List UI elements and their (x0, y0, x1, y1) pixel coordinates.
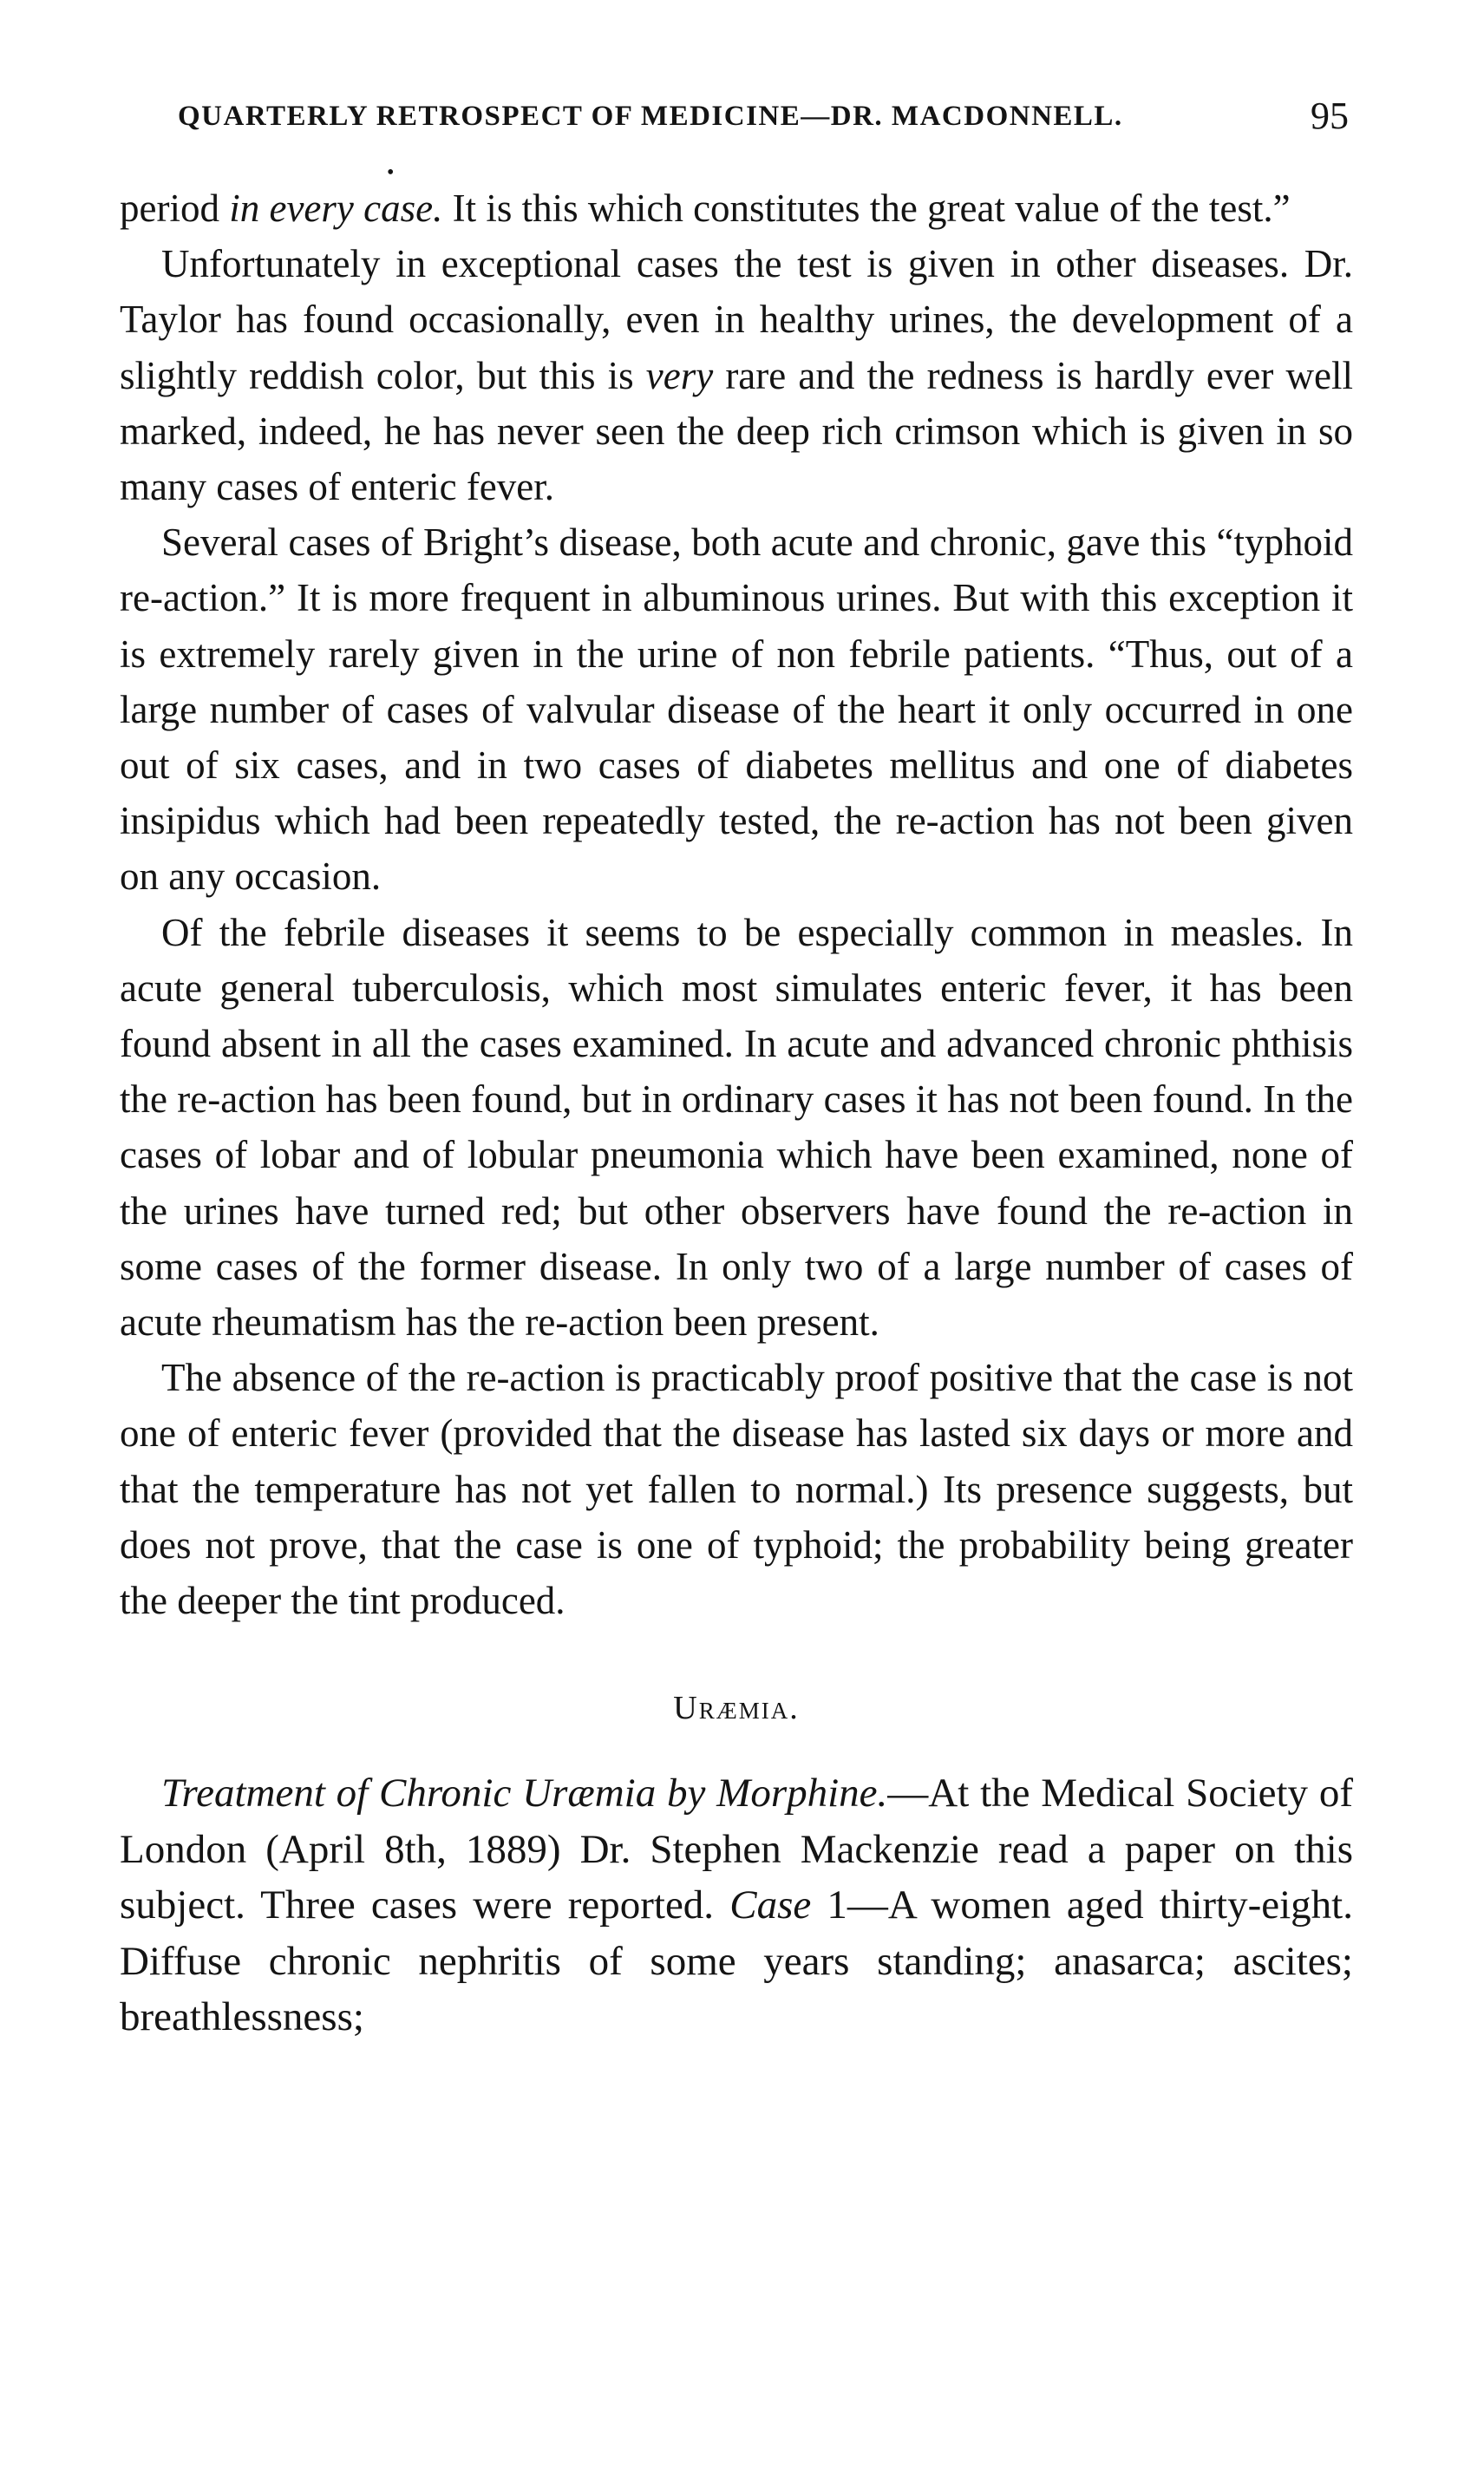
italic-text: in every case. (229, 187, 443, 230)
paragraph (120, 180, 1353, 236)
paragraph (120, 236, 1353, 514)
text-run: Unfortunately in exceptional cases the test is given in other diseases. Dr. Taylor has found occasionally, even in healthy urines, the development of a slightly reddish color, but this is (120, 242, 1353, 397)
paragraph-list (120, 180, 1353, 1628)
text-run: It is this which constitutes the great value of the test.” (442, 187, 1291, 230)
text-run: —At the Medical Society of London (April 8th, 1889) Dr. Stephen Mackenzie read a paper on this subject. Three cases were reported. (120, 1771, 1353, 1928)
text-run: rare and the redness is hardly ever well marked, indeed, he has never seen the deep rich crimson which is given in so many cases of enteric fever. (120, 353, 1353, 509)
paragraph (120, 1350, 1353, 1628)
text-run: period (120, 187, 230, 230)
section-heading (120, 1682, 1353, 1734)
section-heading-rest: ræmia. (698, 1690, 800, 1727)
text-run: Several cases of Bright’s disease, both acute and chronic, gave this “typhoid re-action.” It is more frequent in albuminous urines. But with this exception it is extremely rarely given in the urine of non febrile patients. “Thus, out of a large number of cases of valvular disease of the heart it only occurred in one out of six cases, and in two cases of diabetes mellitus and one of diabetes insipidus which had been repeatedly tested, the re-action has not been given on any occasion. (120, 520, 1353, 899)
running-head-title: QUARTERLY RETROSPECT OF MEDICINE—DR. MACDONNELL. (178, 101, 1123, 132)
text-run: 1—A women aged thirty-eight. Diffuse chronic nephritis of some years standing; anasarca; ascites; breathlessness; (120, 1882, 1353, 2040)
paragraph (120, 905, 1353, 1351)
running-head (178, 94, 1349, 146)
text-run: Of the febrile diseases it seems to be especially common in measles. In acute general tuberculosis, which most simulates enteric fever, it has been found absent in all the cases examined. In acute and advanced chronic phthisis the re-action has been found, but in ordinary cases it has not been found. In the cases of lobar and of lobular pneumonia which have been examined, none of the urines have turned red; but other observers have found the re-action in some cases of the former disease. In only two of a large number of cases of acute rheumatism has the re-action been present. (120, 910, 1353, 1345)
italic-text: Case (729, 1882, 812, 1928)
page-number: 95 (1311, 95, 1349, 137)
italic-text: Treatment of Chronic Uræmia by Morphine. (161, 1771, 888, 1817)
text-run: The absence of the re-action is practicably proof positive that the case is not one of enteric fever (provided that the disease has lasted six days or more and that the temperature has not yet fallen to normal.) Its presence suggests, but does not prove, that the case is one of typhoid; the probability being greater the deeper the tint produced. (120, 1356, 1353, 1623)
printer-mark: • (387, 161, 395, 184)
italic-text: very (645, 353, 714, 397)
section-paragraph (120, 1765, 1353, 2046)
body-text (120, 180, 1353, 2046)
paragraph (120, 514, 1353, 904)
section-heading-initial: U (673, 1690, 699, 1727)
